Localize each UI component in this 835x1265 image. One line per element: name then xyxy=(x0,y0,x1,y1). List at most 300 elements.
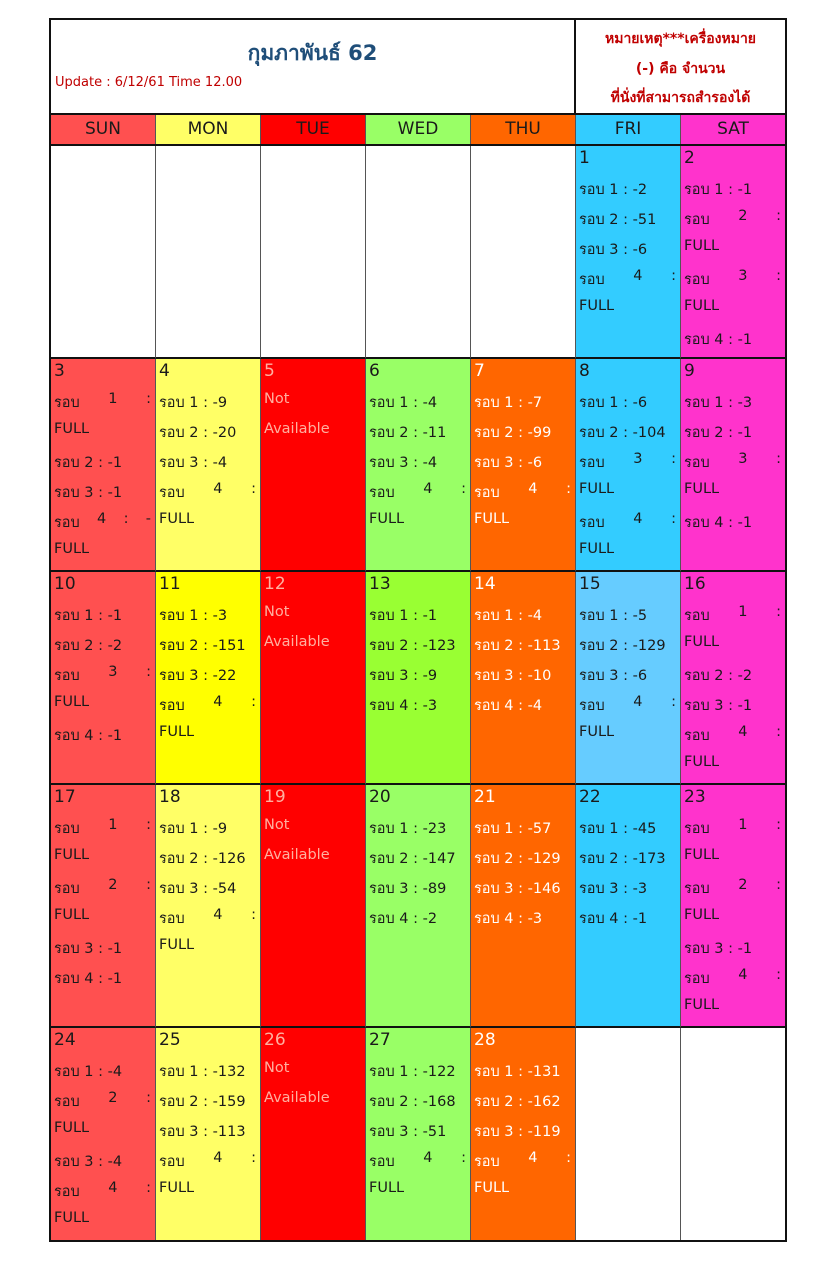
line-token: รอบ xyxy=(54,821,80,837)
line-token: รอบ 2 : -126 xyxy=(159,851,246,867)
note-line: หมายเหตุ***เครื่องหมาย xyxy=(604,31,757,47)
line-token: รอบ 3 : -10 xyxy=(474,668,552,684)
round-availability-line xyxy=(264,421,361,437)
round-availability-line xyxy=(159,1090,256,1113)
line-token: : xyxy=(671,694,676,710)
round-availability-line xyxy=(54,1180,151,1203)
round-availability-line xyxy=(159,877,256,900)
round-availability-line xyxy=(684,298,781,314)
line-token: 4 xyxy=(108,1180,118,1196)
day-number: 2 xyxy=(684,148,695,168)
day-number: 3 xyxy=(54,361,65,381)
round-availability-line xyxy=(579,238,676,261)
round-availability-line xyxy=(369,481,466,504)
weekday-header-sun: SUN xyxy=(51,115,156,144)
line-token: รอบ 2 : -2 xyxy=(54,638,123,654)
round-availability-line xyxy=(54,1060,151,1083)
round-availability-line xyxy=(579,178,676,201)
round-availability-line xyxy=(264,847,361,863)
round-availability-line xyxy=(369,1150,466,1173)
day-cell-18 xyxy=(156,785,261,1028)
day-cell-14 xyxy=(471,572,576,785)
day-cell-26 xyxy=(261,1028,366,1240)
empty-day-cell xyxy=(51,146,156,359)
line-token: รอบ 2 : -1 xyxy=(684,425,753,441)
day-cell-10 xyxy=(51,572,156,785)
day-number: 17 xyxy=(54,787,76,807)
round-availability-line xyxy=(369,907,466,930)
round-availability-line xyxy=(159,1060,256,1083)
line-token: 4 xyxy=(738,967,748,983)
round-availability-line xyxy=(54,1210,151,1226)
line-token: 2 xyxy=(108,1090,118,1106)
day-cell-16 xyxy=(681,572,785,785)
line-token: : xyxy=(123,511,129,527)
line-token: : xyxy=(146,1180,151,1196)
line-token: รอบ 3 : -54 xyxy=(159,881,237,897)
line-token: รอบ xyxy=(684,272,710,288)
round-availability-line xyxy=(54,421,151,437)
empty-day-cell xyxy=(681,1028,785,1240)
line-token: : xyxy=(776,877,781,893)
line-token: รอบ 3 : -1 xyxy=(684,941,753,957)
day-cell-23 xyxy=(681,785,785,1028)
line-token: รอบ 3 : -51 xyxy=(369,1124,447,1140)
line-token: 4 xyxy=(528,481,538,497)
line-token: FULL xyxy=(579,724,615,740)
line-token: 2 xyxy=(108,877,118,893)
day-cell-1 xyxy=(576,146,681,359)
line-token: 4 xyxy=(423,1150,433,1166)
line-token: รอบ 3 : -6 xyxy=(579,668,648,684)
round-availability-line xyxy=(159,634,256,657)
line-token: รอบ xyxy=(474,1154,500,1170)
round-availability-line xyxy=(54,847,151,863)
round-availability-line xyxy=(369,1120,466,1143)
line-token: : xyxy=(671,511,676,527)
round-availability-line xyxy=(579,664,676,687)
day-number: 12 xyxy=(264,574,286,594)
weekday-header-tue: TUE xyxy=(261,115,366,144)
line-token: : xyxy=(671,268,676,284)
round-availability-line xyxy=(369,1090,466,1113)
round-availability-line xyxy=(684,694,781,717)
round-availability-line xyxy=(264,1060,361,1076)
line-token: รอบ 3 : -89 xyxy=(369,881,447,897)
day-cell-12 xyxy=(261,572,366,785)
line-token: รอบ xyxy=(684,821,710,837)
day-cell-9 xyxy=(681,359,785,572)
line-token: : xyxy=(776,451,781,467)
line-token: รอบ 1 : -3 xyxy=(684,395,753,411)
round-availability-line xyxy=(684,754,781,770)
line-token: 2 xyxy=(738,208,748,224)
line-token: รอบ 3 : -9 xyxy=(369,668,438,684)
round-availability-line xyxy=(54,481,151,504)
line-token: 4 xyxy=(633,694,643,710)
day-number: 1 xyxy=(579,148,590,168)
round-availability-line xyxy=(684,451,781,474)
line-token: รอบ xyxy=(684,608,710,624)
line-token: รอบ 3 : -119 xyxy=(474,1124,561,1140)
line-token: : xyxy=(671,451,676,467)
day-number: 26 xyxy=(264,1030,286,1050)
round-availability-line xyxy=(579,817,676,840)
line-token: : xyxy=(461,1150,466,1166)
day-number: 10 xyxy=(54,574,76,594)
line-token: 4 xyxy=(633,268,643,284)
line-token: รอบ xyxy=(159,1154,185,1170)
round-availability-line xyxy=(369,604,466,627)
line-token: รอบ xyxy=(684,881,710,897)
day-cell-17 xyxy=(51,785,156,1028)
line-token: รอบ 2 : -2 xyxy=(684,668,753,684)
line-token: รอบ 2 : -1 xyxy=(54,455,123,471)
round-availability-line xyxy=(474,1150,571,1173)
line-token: Not xyxy=(264,604,290,620)
day-cell-3 xyxy=(51,359,156,572)
day-number: 4 xyxy=(159,361,170,381)
round-availability-line xyxy=(54,937,151,960)
round-availability-line xyxy=(579,391,676,414)
line-token: รอบ 1 : -45 xyxy=(579,821,657,837)
round-availability-line xyxy=(369,847,466,870)
line-token: 3 xyxy=(738,268,748,284)
title-box xyxy=(51,20,576,113)
line-token: รอบ 2 : -162 xyxy=(474,1094,561,1110)
line-token: 4 xyxy=(633,511,643,527)
line-token: : xyxy=(146,391,151,407)
line-token: FULL xyxy=(159,1180,195,1196)
round-availability-line xyxy=(579,847,676,870)
line-token: 1 xyxy=(108,817,118,833)
round-availability-line xyxy=(159,511,256,527)
day-number: 23 xyxy=(684,787,706,807)
line-token: รอบ xyxy=(474,485,500,501)
round-availability-line xyxy=(684,997,781,1013)
day-cell-13 xyxy=(366,572,471,785)
round-availability-line xyxy=(684,481,781,497)
line-token: รอบ 1 : -9 xyxy=(159,395,228,411)
line-token: รอบ xyxy=(684,971,710,987)
line-token: รอบ 2 : -99 xyxy=(474,425,552,441)
round-availability-line xyxy=(159,937,256,953)
line-token: รอบ 4 : -1 xyxy=(684,332,753,348)
day-cell-2 xyxy=(681,146,785,359)
round-availability-line xyxy=(54,451,151,474)
calendar-frame xyxy=(49,18,787,1242)
line-token: 4 xyxy=(213,1150,223,1166)
line-token: 4 xyxy=(213,907,223,923)
line-token: : xyxy=(566,1150,571,1166)
line-token: 4 xyxy=(423,481,433,497)
round-availability-line xyxy=(54,634,151,657)
day-number: 19 xyxy=(264,787,286,807)
round-availability-line xyxy=(474,634,571,657)
round-availability-line xyxy=(159,481,256,504)
line-token: รอบ xyxy=(54,668,80,684)
day-number: 14 xyxy=(474,574,496,594)
line-token: 3 xyxy=(108,664,118,680)
round-availability-line xyxy=(54,541,151,557)
empty-day-cell xyxy=(576,1028,681,1240)
round-availability-line xyxy=(684,664,781,687)
line-token: รอบ 4 : -1 xyxy=(54,971,123,987)
line-token: FULL xyxy=(369,1180,405,1196)
round-availability-line xyxy=(264,634,361,650)
line-token: รอบ xyxy=(159,485,185,501)
round-availability-line xyxy=(474,847,571,870)
line-token: รอบ xyxy=(579,272,605,288)
round-availability-line xyxy=(264,604,361,620)
line-token: รอบ 1 : -4 xyxy=(54,1064,123,1080)
line-token: รอบ 4 : -1 xyxy=(579,911,648,927)
line-token: FULL xyxy=(159,937,195,953)
round-availability-line xyxy=(474,1120,571,1143)
round-availability-line xyxy=(264,817,361,833)
round-availability-line xyxy=(474,1090,571,1113)
round-availability-line xyxy=(159,817,256,840)
round-availability-line xyxy=(684,634,781,650)
round-availability-line xyxy=(684,817,781,840)
round-availability-line xyxy=(579,877,676,900)
day-number: 18 xyxy=(159,787,181,807)
line-token: Available xyxy=(264,421,330,437)
line-token: รอบ 1 : -23 xyxy=(369,821,447,837)
day-number: 28 xyxy=(474,1030,496,1050)
round-availability-line xyxy=(579,451,676,474)
round-availability-line xyxy=(159,694,256,717)
line-token: รอบ xyxy=(369,1154,395,1170)
day-cell-8 xyxy=(576,359,681,572)
round-availability-line xyxy=(579,694,676,717)
round-availability-line xyxy=(369,877,466,900)
day-cell-11 xyxy=(156,572,261,785)
line-token: รอบ 3 : -1 xyxy=(54,485,123,501)
line-token: รอบ xyxy=(54,395,80,411)
round-availability-line xyxy=(579,298,676,314)
line-token: FULL xyxy=(159,724,195,740)
round-availability-line xyxy=(684,268,781,291)
day-number: 24 xyxy=(54,1030,76,1050)
round-availability-line xyxy=(684,967,781,990)
round-availability-line xyxy=(369,421,466,444)
line-token: รอบ 2 : -129 xyxy=(474,851,561,867)
page-title: กุมภาพันธ์ 62 xyxy=(247,41,378,65)
line-token: รอบ 3 : -22 xyxy=(159,668,237,684)
line-token: รอบ 1 : -1 xyxy=(369,608,438,624)
line-token: รอบ 4 : -3 xyxy=(474,911,543,927)
day-cell-6 xyxy=(366,359,471,572)
line-token: รอบ xyxy=(54,1094,80,1110)
round-availability-line xyxy=(474,511,571,527)
round-availability-line xyxy=(579,724,676,740)
line-token: : xyxy=(146,817,151,833)
line-token: FULL xyxy=(684,298,720,314)
line-token: รอบ xyxy=(159,698,185,714)
line-token: รอบ 2 : -159 xyxy=(159,1094,246,1110)
line-token: Not xyxy=(264,817,290,833)
line-token: FULL xyxy=(684,238,720,254)
round-availability-line xyxy=(54,664,151,687)
line-token: รอบ 1 : -1 xyxy=(54,608,123,624)
round-availability-line xyxy=(474,604,571,627)
line-token: รอบ 1 : -57 xyxy=(474,821,552,837)
line-token: รอบ 1 : -4 xyxy=(369,395,438,411)
line-token: FULL xyxy=(684,481,720,497)
line-token: รอบ xyxy=(579,515,605,531)
line-token: FULL xyxy=(159,511,195,527)
round-availability-line xyxy=(159,391,256,414)
day-cell-25 xyxy=(156,1028,261,1240)
line-token: รอบ xyxy=(159,911,185,927)
line-token: FULL xyxy=(54,421,90,437)
line-token: FULL xyxy=(474,511,510,527)
line-token: 4 xyxy=(97,511,107,527)
update-timestamp: Update : 6/12/61 Time 12.00 xyxy=(55,75,243,90)
round-availability-line xyxy=(684,511,781,534)
round-availability-line xyxy=(54,511,151,534)
line-token: FULL xyxy=(54,694,90,710)
round-availability-line xyxy=(474,817,571,840)
round-availability-line xyxy=(54,967,151,990)
round-availability-line xyxy=(54,907,151,923)
round-availability-line xyxy=(684,178,781,201)
line-token: รอบ 3 : -1 xyxy=(684,698,753,714)
round-availability-line xyxy=(54,694,151,710)
line-token: 4 xyxy=(213,694,223,710)
weekday-header-row xyxy=(51,113,785,146)
line-token: รอบ 3 : -3 xyxy=(579,881,648,897)
round-availability-line xyxy=(579,421,676,444)
day-cell-28 xyxy=(471,1028,576,1240)
line-token: : xyxy=(776,604,781,620)
round-availability-line xyxy=(369,634,466,657)
round-availability-line xyxy=(684,847,781,863)
round-availability-line xyxy=(54,1090,151,1113)
empty-day-cell xyxy=(366,146,471,359)
line-token: รอบ 4 : -3 xyxy=(369,698,438,714)
line-token: Not xyxy=(264,1060,290,1076)
line-token: : xyxy=(251,907,256,923)
line-token: รอบ 3 : -4 xyxy=(159,455,228,471)
line-token: FULL xyxy=(579,481,615,497)
line-token: : xyxy=(776,967,781,983)
round-availability-line xyxy=(369,664,466,687)
day-cell-7 xyxy=(471,359,576,572)
line-token: รอบ 3 : -6 xyxy=(474,455,543,471)
round-availability-line xyxy=(474,664,571,687)
day-cell-4 xyxy=(156,359,261,572)
round-availability-line xyxy=(54,1120,151,1136)
line-token: FULL xyxy=(54,1120,90,1136)
line-token: FULL xyxy=(579,298,615,314)
line-token: FULL xyxy=(54,847,90,863)
line-token: : xyxy=(776,724,781,740)
round-availability-line xyxy=(369,391,466,414)
line-token: รอบ 3 : -4 xyxy=(54,1154,123,1170)
line-token: FULL xyxy=(579,541,615,557)
weekday-header-fri: FRI xyxy=(576,115,681,144)
round-availability-line xyxy=(474,694,571,717)
line-token: : xyxy=(146,1090,151,1106)
round-availability-line xyxy=(264,1090,361,1106)
line-token: รอบ 2 : -173 xyxy=(579,851,666,867)
weekday-header-sat: SAT xyxy=(681,115,785,144)
day-cell-15 xyxy=(576,572,681,785)
line-token: 4 xyxy=(213,481,223,497)
line-token: รอบ xyxy=(54,1184,80,1200)
round-availability-line xyxy=(474,421,571,444)
round-availability-line xyxy=(54,724,151,747)
line-token: รอบ 3 : -1 xyxy=(54,941,123,957)
line-token: - xyxy=(145,511,151,527)
round-availability-line xyxy=(684,604,781,627)
line-token: 4 xyxy=(738,724,748,740)
round-availability-line xyxy=(54,877,151,900)
line-token: รอบ 1 : -2 xyxy=(579,182,648,198)
line-token: รอบ 3 : -146 xyxy=(474,881,561,897)
line-token: : xyxy=(251,481,256,497)
round-availability-line xyxy=(54,604,151,627)
note-line: ที่นั่งที่สามารถสำรองได้ xyxy=(610,90,751,106)
round-availability-line xyxy=(159,847,256,870)
line-token: รอบ 2 : -51 xyxy=(579,212,657,228)
line-token: รอบ xyxy=(54,515,80,531)
line-token: FULL xyxy=(684,634,720,650)
weekday-header-wed: WED xyxy=(366,115,471,144)
line-token: รอบ 4 : -4 xyxy=(474,698,543,714)
round-availability-line xyxy=(474,481,571,504)
line-token: FULL xyxy=(474,1180,510,1196)
round-availability-line xyxy=(579,481,676,497)
line-token: รอบ 1 : -7 xyxy=(474,395,543,411)
line-token: 2 xyxy=(738,877,748,893)
line-token: : xyxy=(251,1150,256,1166)
empty-day-cell xyxy=(471,146,576,359)
day-number: 5 xyxy=(264,361,275,381)
round-availability-line xyxy=(159,724,256,740)
round-availability-line xyxy=(684,937,781,960)
round-availability-line xyxy=(369,1060,466,1083)
line-token: รอบ xyxy=(54,881,80,897)
line-token: FULL xyxy=(369,511,405,527)
line-token: รอบ 3 : -6 xyxy=(579,242,648,258)
day-number: 8 xyxy=(579,361,590,381)
line-token: รอบ 2 : -104 xyxy=(579,425,666,441)
line-token: Available xyxy=(264,634,330,650)
round-availability-line xyxy=(579,604,676,627)
round-availability-line xyxy=(474,877,571,900)
round-availability-line xyxy=(474,1060,571,1083)
day-cell-21 xyxy=(471,785,576,1028)
round-availability-line xyxy=(54,817,151,840)
line-token: FULL xyxy=(684,754,720,770)
line-token: รอบ 1 : -1 xyxy=(684,182,753,198)
line-token: รอบ 4 : -1 xyxy=(54,728,123,744)
line-token: Available xyxy=(264,1090,330,1106)
line-token: รอบ 2 : -151 xyxy=(159,638,246,654)
day-number: 9 xyxy=(684,361,695,381)
line-token: รอบ 1 : -5 xyxy=(579,608,648,624)
weekday-header-mon: MON xyxy=(156,115,261,144)
round-availability-line xyxy=(474,451,571,474)
line-token: รอบ xyxy=(684,455,710,471)
line-token: : xyxy=(776,817,781,833)
line-token: รอบ 1 : -132 xyxy=(159,1064,246,1080)
line-token: รอบ 3 : -113 xyxy=(159,1124,246,1140)
day-number: 22 xyxy=(579,787,601,807)
